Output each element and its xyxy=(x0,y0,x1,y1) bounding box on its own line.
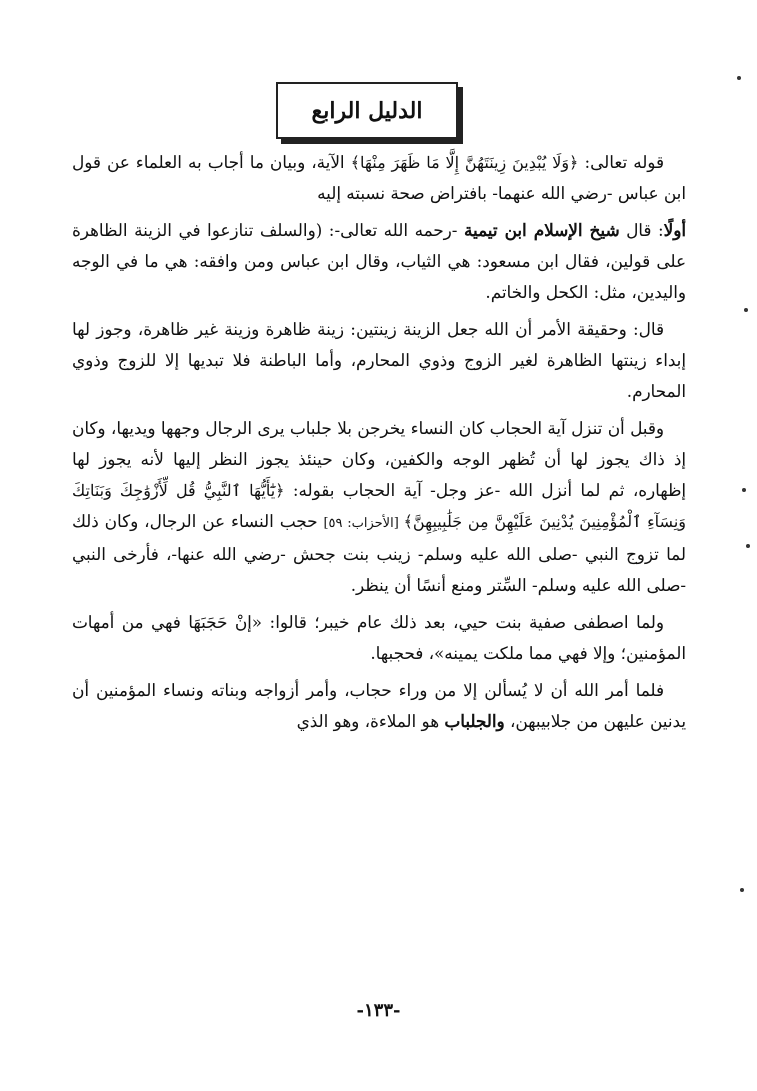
paragraph-text: وقبل أن تنزل آية الحجاب كان النساء يخرجن بلا جلباب يرى الرجال وجهها ويديها، وكان إذ ذاك يجوز لها أن تُظهر الوجه والكفين، وكان حينئذ يجوز النظر إليها لأنه يجوز لها إظهاره، ثم لما أنزل الله -عز وجل- آية الحجاب بقوله: xyxy=(72,418,686,500)
paragraph-text: -رحمه الله تعالى-: (والسلف تنازعوا في الزينة الظاهرة على قولين، فقال ابن مسعود: هي الثياب، وقال ابن عباس ومن وافقه: هي ما في الوجه واليدين، مثل: الكحل والخاتم. xyxy=(72,220,686,302)
quran-verse: ﴿وَلَا يُبْدِينَ زِينَتَهُنَّ إِلَّا مَا ظَهَرَ مِنْهَا﴾ xyxy=(350,153,579,172)
paragraph-two-adornments xyxy=(72,314,686,407)
body-text xyxy=(72,147,686,737)
paragraph-hijab-verse xyxy=(72,413,686,601)
paragraph-text: الآية، وبيان ما أجاب به العلماء عن قول ابن عباس -رضي الله عنهما- بافتراض صحة نسبته إليه xyxy=(72,152,686,203)
bold-term: والجلباب xyxy=(444,711,505,731)
section-title-box xyxy=(276,82,458,139)
quran-verse: ﴿يَٰٓأَيُّهَا ٱلنَّبِيُّ قُل لِّأَزْوَٰجِكَ وَبَنَاتِكَ وَنِسَآءِ ٱلْمُؤْمِنِينَ يُدْنِينَ عَلَيْهِنَّ مِن جَلَٰبِيبِهِنَّ﴾ xyxy=(72,481,687,531)
paragraph-text: ولما اصطفى صفية بنت حيي، بعد ذلك عام خيبر؛ قالوا: «إنْ حَجَبَهَا فهي من أمهات المؤمنين؛ وإلا فهي مما ملكت يمينه»، فحجبها. xyxy=(72,612,686,663)
paragraph-jilbab xyxy=(72,675,686,737)
scan-speck xyxy=(746,544,750,548)
page-number: -١٣٣- xyxy=(356,1000,401,1021)
paragraph-text: قوله تعالى: xyxy=(578,152,664,172)
paragraph-text: قال: وحقيقة الأمر أن الله جعل الزينة زينتين: زينة ظاهرة وزينة غير ظاهرة، وجوز لها إبداء زينتها الظاهرة لغير الزوج وذوي المحارم، وأما الباطنة فلا تبديها إلا للزوج وذوي المحارم. xyxy=(72,319,686,401)
paragraph-text: فلما أمر الله أن لا يُسألن إلا من وراء حجاب، وأمر أزواجه وبناته ونساء المؤمنين أن يدنين عليهن من جلابيبهن، xyxy=(72,680,686,731)
paragraph-first-point xyxy=(72,215,686,308)
paragraph-text: هو الملاءة، وهو الذي xyxy=(296,711,445,731)
scan-speck xyxy=(742,488,746,492)
paragraph-text: حجب النساء عن الرجال، وكان ذلك لما تزوج النبي -صلى الله عليه وسلم- زينب بنت جحش -رضي الله عنها-، فأرخى النبي -صلى الله عليه وسلم- السِّتر ومنع أنسًا أن ينظر. xyxy=(72,511,686,595)
paragraph-verse-intro xyxy=(72,147,686,209)
scan-speck xyxy=(740,888,744,892)
scan-speck xyxy=(737,76,741,80)
scholar-name: شيخ الإسلام ابن تيمية xyxy=(464,220,620,240)
verse-reference: [الأحزاب: ٥٩] xyxy=(323,516,404,531)
scan-speck xyxy=(744,308,748,312)
section-title: الدليل الرابع xyxy=(311,97,423,124)
point-label: أولًا xyxy=(663,220,686,240)
paragraph-safiyya xyxy=(72,607,686,669)
paragraph-text: : قال xyxy=(619,220,664,240)
